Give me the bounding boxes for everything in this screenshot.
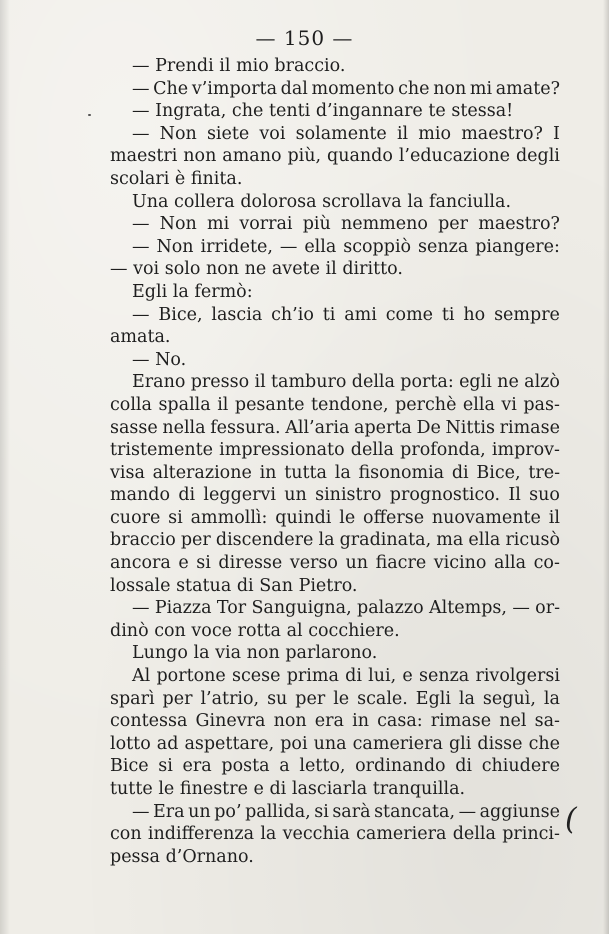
- word: mi: [206, 214, 230, 235]
- word: dinò: [110, 620, 149, 641]
- word: Piazza: [154, 598, 212, 619]
- word: che: [528, 733, 560, 754]
- word: scese: [232, 666, 281, 687]
- page-number: — 150 —: [255, 26, 354, 50]
- word: fisonomia: [358, 462, 445, 483]
- word: ad: [156, 733, 179, 754]
- word: pas-: [523, 394, 560, 415]
- word: lotto: [110, 733, 151, 754]
- word: palazzo: [357, 598, 424, 619]
- word: No.: [155, 349, 187, 370]
- word: Erano: [132, 372, 186, 393]
- word: alterazione: [152, 462, 252, 483]
- text-line: [110, 55, 560, 78]
- word: disse: [477, 733, 523, 754]
- word: scale.: [357, 688, 408, 709]
- word: tenti: [268, 101, 311, 122]
- word: quando: [327, 146, 393, 167]
- word: Il: [508, 485, 521, 506]
- word: —: [132, 349, 150, 370]
- word: la: [334, 462, 351, 483]
- word: il: [396, 123, 409, 144]
- text-line: [110, 552, 560, 575]
- word: della: [351, 372, 395, 393]
- word: mando: [110, 485, 171, 506]
- word: ammollì:: [190, 507, 268, 528]
- word: aggiunse: [479, 801, 560, 822]
- word: Altemps,: [429, 598, 507, 619]
- word: per: [180, 530, 211, 551]
- text-line: [110, 281, 560, 304]
- word: via: [215, 643, 242, 664]
- word: non: [273, 711, 307, 732]
- word: tristemente: [110, 440, 213, 461]
- word: maestro?: [461, 123, 543, 144]
- word: non: [433, 78, 467, 99]
- word: finita.: [190, 168, 243, 189]
- text-line: [110, 439, 560, 462]
- word: aspettare,: [184, 733, 275, 754]
- word: non: [205, 259, 240, 280]
- word: alzò: [524, 372, 560, 393]
- word: princi-: [502, 824, 560, 845]
- word: amata.: [110, 327, 171, 348]
- word: I: [553, 123, 560, 144]
- word: fermò:: [194, 281, 253, 302]
- word: poi: [280, 733, 308, 754]
- word: le: [339, 507, 356, 528]
- word: un: [188, 801, 211, 822]
- word: vecchia: [282, 824, 350, 845]
- text-line: [110, 529, 560, 552]
- word: al: [286, 620, 303, 641]
- word: quindi: [275, 507, 332, 528]
- word: suo: [529, 485, 560, 506]
- text-line: [110, 236, 560, 259]
- text-line: [110, 213, 560, 236]
- word: ch’io: [271, 304, 314, 325]
- word: colla: [110, 394, 152, 415]
- word: la: [260, 824, 277, 845]
- word: rivolgersi: [475, 666, 560, 687]
- word: braccio.: [274, 56, 346, 76]
- word: perchè: [395, 394, 457, 415]
- page-edge-shadow-left: [0, 0, 10, 934]
- word: scolari: [110, 168, 170, 189]
- text-line: [110, 258, 560, 281]
- word: Egli: [415, 688, 451, 709]
- text-line: [110, 145, 560, 168]
- word: nel: [499, 711, 527, 732]
- word: Che: [153, 78, 189, 99]
- word: —: [458, 801, 477, 822]
- word: ella: [304, 236, 337, 257]
- word: di: [178, 485, 196, 506]
- word: finestre: [179, 779, 248, 799]
- text-line: [110, 417, 560, 440]
- ink-speck: [88, 114, 91, 116]
- word: offerse: [363, 507, 425, 528]
- word: te: [428, 101, 446, 122]
- text-line: [110, 304, 560, 327]
- word: solo: [164, 259, 201, 280]
- page-edge-shadow-right: [603, 0, 609, 934]
- word: profonda,: [400, 440, 486, 461]
- word: la: [458, 688, 475, 709]
- word: in: [259, 462, 277, 483]
- word: mio: [418, 123, 452, 144]
- text-line: [110, 78, 560, 101]
- word: ti: [441, 304, 455, 325]
- word: Al: [132, 666, 151, 687]
- text-line: [110, 191, 560, 214]
- word: prognostico.: [389, 485, 501, 506]
- word: il: [325, 259, 337, 280]
- word: tamburo: [271, 372, 347, 393]
- word: All’aria: [285, 417, 350, 438]
- word: sarà: [332, 801, 371, 822]
- word: Ginevra: [195, 711, 266, 732]
- word: voce: [191, 620, 232, 641]
- word: spalla: [158, 394, 211, 415]
- text-line: [110, 710, 560, 733]
- word: Non: [159, 214, 197, 235]
- word: improv-: [491, 440, 560, 461]
- word: Bice: [110, 756, 149, 777]
- text-line: [110, 665, 560, 688]
- word: maestri: [110, 146, 178, 167]
- word: nuovamente: [431, 507, 541, 528]
- word: voi: [133, 259, 160, 280]
- word: per: [162, 688, 193, 709]
- word: scoppiò: [343, 236, 412, 257]
- word: in: [352, 711, 369, 732]
- word: per: [438, 214, 469, 235]
- word: co-: [533, 553, 560, 574]
- word: il: [254, 372, 266, 393]
- word: la: [172, 281, 189, 302]
- word: d’Ornano.: [165, 846, 254, 867]
- word: mio: [236, 56, 269, 76]
- word: su: [267, 688, 288, 709]
- word: diresse: [218, 553, 283, 574]
- text-line: [110, 778, 560, 801]
- word: lui,: [368, 666, 397, 687]
- word: l’educazione: [398, 146, 511, 167]
- word: di: [455, 756, 473, 777]
- word: rotta: [237, 620, 281, 641]
- word: —: [512, 598, 530, 619]
- word: di: [451, 462, 469, 483]
- word: or-: [535, 598, 560, 619]
- word: impressionato: [219, 440, 345, 461]
- word: tutta: [284, 462, 327, 483]
- word: il: [219, 56, 231, 76]
- word: e: [178, 553, 189, 574]
- word: rimase: [499, 417, 560, 438]
- word: era: [182, 756, 212, 777]
- word: d’ingannare: [315, 101, 423, 122]
- word: le: [333, 688, 350, 709]
- text-line: [110, 100, 560, 123]
- word: ricusò: [505, 530, 560, 551]
- word: senza: [418, 666, 470, 687]
- word: voi: [259, 123, 286, 144]
- word: Era: [153, 801, 185, 822]
- word: per: [295, 688, 326, 709]
- word: senza: [418, 236, 469, 257]
- word: cuore: [110, 507, 161, 528]
- word: Lungo: [132, 643, 188, 664]
- word: ne: [244, 259, 267, 280]
- word: della: [350, 440, 394, 461]
- word: chiudere: [481, 756, 560, 777]
- word: Prendi: [155, 56, 214, 76]
- word: che: [398, 78, 430, 99]
- word: presso: [190, 372, 250, 393]
- text-line: [110, 371, 560, 394]
- word: Non: [156, 236, 194, 257]
- word: casa:: [377, 711, 423, 732]
- word: indifferenza: [147, 824, 255, 845]
- word: tendone,: [311, 394, 389, 415]
- word: —: [132, 123, 150, 144]
- word: —: [132, 236, 150, 257]
- word: Sanguigna,: [251, 598, 352, 619]
- body-text: [110, 55, 560, 868]
- word: amano: [222, 146, 282, 167]
- word: degli: [515, 146, 560, 167]
- word: lasciarla: [291, 779, 368, 799]
- word: nemmeno: [340, 214, 428, 235]
- word: cameriera: [352, 733, 443, 754]
- word: non: [246, 643, 280, 664]
- word: siete: [206, 123, 250, 144]
- word: cameriera: [356, 824, 447, 845]
- word: ella: [462, 394, 495, 415]
- text-line: [110, 394, 560, 417]
- word: gradinata,: [339, 530, 432, 551]
- word: lascia: [211, 304, 263, 325]
- word: una: [313, 733, 347, 754]
- word: sasse: [110, 417, 158, 438]
- word: lossale: [110, 575, 171, 596]
- word: —: [110, 259, 128, 280]
- text-line: [110, 349, 560, 372]
- word: più: [302, 214, 331, 235]
- text-line: [110, 326, 560, 349]
- word: tranquilla.: [372, 779, 466, 799]
- word: vi: [501, 394, 517, 415]
- word: la: [193, 643, 210, 664]
- word: un: [345, 553, 369, 574]
- word: come: [385, 304, 434, 325]
- word: irridete,: [200, 236, 273, 257]
- text-line: [110, 755, 560, 778]
- word: pesante: [234, 394, 305, 415]
- word: e: [253, 779, 264, 799]
- word: San: [259, 575, 293, 596]
- word: gli: [448, 733, 472, 754]
- word: Una: [132, 191, 169, 212]
- word: la: [543, 688, 560, 709]
- text-line: [110, 620, 560, 643]
- word: di: [269, 779, 287, 799]
- word: Tor: [216, 598, 247, 619]
- word: stancata,: [374, 801, 456, 822]
- word: il: [548, 507, 560, 528]
- word: ordinando: [355, 756, 446, 777]
- word: con: [110, 824, 142, 845]
- word: fessura.: [210, 417, 281, 438]
- word: tutte: [110, 779, 153, 799]
- word: Pietro.: [298, 575, 358, 596]
- text-line: [110, 123, 560, 146]
- word: pessa: [110, 846, 160, 867]
- word: avete: [271, 259, 320, 280]
- word: —: [132, 56, 150, 76]
- word: —: [132, 801, 150, 822]
- margin-pencil-mark: (: [565, 802, 577, 837]
- word: Ingrata,: [155, 101, 227, 122]
- text-line: [110, 462, 560, 485]
- word: —: [132, 304, 150, 325]
- word: fanciulla.: [428, 191, 512, 212]
- word: pallida,: [245, 801, 311, 822]
- word: rimase: [430, 711, 492, 732]
- word: alla: [494, 553, 527, 574]
- word: fiacre: [375, 553, 427, 574]
- text-line: [110, 575, 560, 598]
- word: leggervi: [203, 485, 276, 506]
- word: visa: [110, 462, 145, 483]
- word: sparì: [110, 688, 155, 709]
- word: Bice,: [158, 304, 203, 325]
- word: si: [196, 553, 211, 574]
- text-line: [110, 688, 560, 711]
- word: vicino: [433, 553, 487, 574]
- word: v’importa: [191, 78, 278, 99]
- word: De: [416, 417, 441, 438]
- word: ancora: [110, 553, 171, 574]
- word: piangere:: [475, 236, 560, 257]
- word: che: [231, 101, 264, 122]
- word: la: [407, 191, 424, 212]
- text-line: [110, 597, 560, 620]
- word: aperta: [354, 417, 412, 438]
- word: contessa: [110, 711, 188, 732]
- word: Non: [159, 123, 197, 144]
- text-line: [110, 733, 560, 756]
- text-line: [110, 168, 560, 191]
- word: e: [402, 666, 413, 687]
- text-line: [110, 642, 560, 665]
- word: si: [168, 507, 183, 528]
- word: ho: [463, 304, 486, 325]
- word: di: [236, 575, 254, 596]
- word: braccio: [110, 530, 176, 551]
- text-line: [110, 484, 560, 507]
- word: Egli: [132, 281, 168, 302]
- word: tre-: [528, 462, 560, 483]
- word: parlarono.: [285, 643, 378, 664]
- word: —: [132, 78, 150, 99]
- word: sa-: [534, 711, 560, 732]
- word: di: [345, 666, 362, 687]
- word: vorrai: [239, 214, 293, 235]
- word: stessa!: [451, 101, 514, 122]
- text-line: [110, 823, 560, 846]
- word: ami: [344, 304, 377, 325]
- word: non: [183, 146, 217, 167]
- word: solamente: [295, 123, 387, 144]
- word: discendere: [215, 530, 314, 551]
- word: un: [284, 485, 307, 506]
- word: con: [154, 620, 186, 641]
- text-line: [110, 846, 560, 869]
- word: era: [314, 711, 344, 732]
- word: la: [318, 530, 335, 551]
- word: maestro?: [478, 214, 560, 235]
- word: l’atrio,: [200, 688, 260, 709]
- word: Nittis: [445, 417, 496, 438]
- word: nella: [162, 417, 206, 438]
- word: egli: [459, 372, 492, 393]
- word: è: [174, 168, 186, 189]
- word: le: [158, 779, 175, 799]
- word: posta: [221, 756, 270, 777]
- word: —: [132, 598, 150, 619]
- word: più,: [287, 146, 322, 167]
- word: portone: [156, 666, 226, 687]
- word: sinistro: [315, 485, 382, 506]
- word: statua: [176, 575, 232, 596]
- word: prima: [286, 666, 339, 687]
- text-line: [110, 801, 560, 824]
- word: seguì,: [482, 688, 536, 709]
- word: sempre: [494, 304, 560, 325]
- word: della: [452, 824, 496, 845]
- word: —: [132, 214, 150, 235]
- word: ti: [322, 304, 336, 325]
- word: dolorosa: [240, 191, 317, 212]
- word: momento: [311, 78, 395, 99]
- text-line: [110, 507, 560, 530]
- word: a: [279, 756, 290, 777]
- word: ma: [436, 530, 464, 551]
- word: si: [158, 756, 173, 777]
- word: ella: [468, 530, 501, 551]
- word: mi: [469, 78, 493, 99]
- word: dal: [280, 78, 308, 99]
- word: diritto.: [342, 259, 403, 280]
- word: Bice,: [476, 462, 521, 483]
- word: amate?: [495, 78, 560, 99]
- word: ne: [497, 372, 519, 393]
- word: —: [132, 101, 150, 122]
- word: po’: [214, 801, 242, 822]
- word: scrollava: [322, 191, 402, 212]
- word: collera: [174, 191, 235, 212]
- word: letto,: [299, 756, 346, 777]
- word: cocchiere.: [308, 620, 400, 641]
- word: —: [279, 236, 298, 257]
- word: si: [314, 801, 329, 822]
- word: verso: [289, 553, 338, 574]
- word: porta:: [400, 372, 454, 393]
- word: il: [217, 394, 229, 415]
